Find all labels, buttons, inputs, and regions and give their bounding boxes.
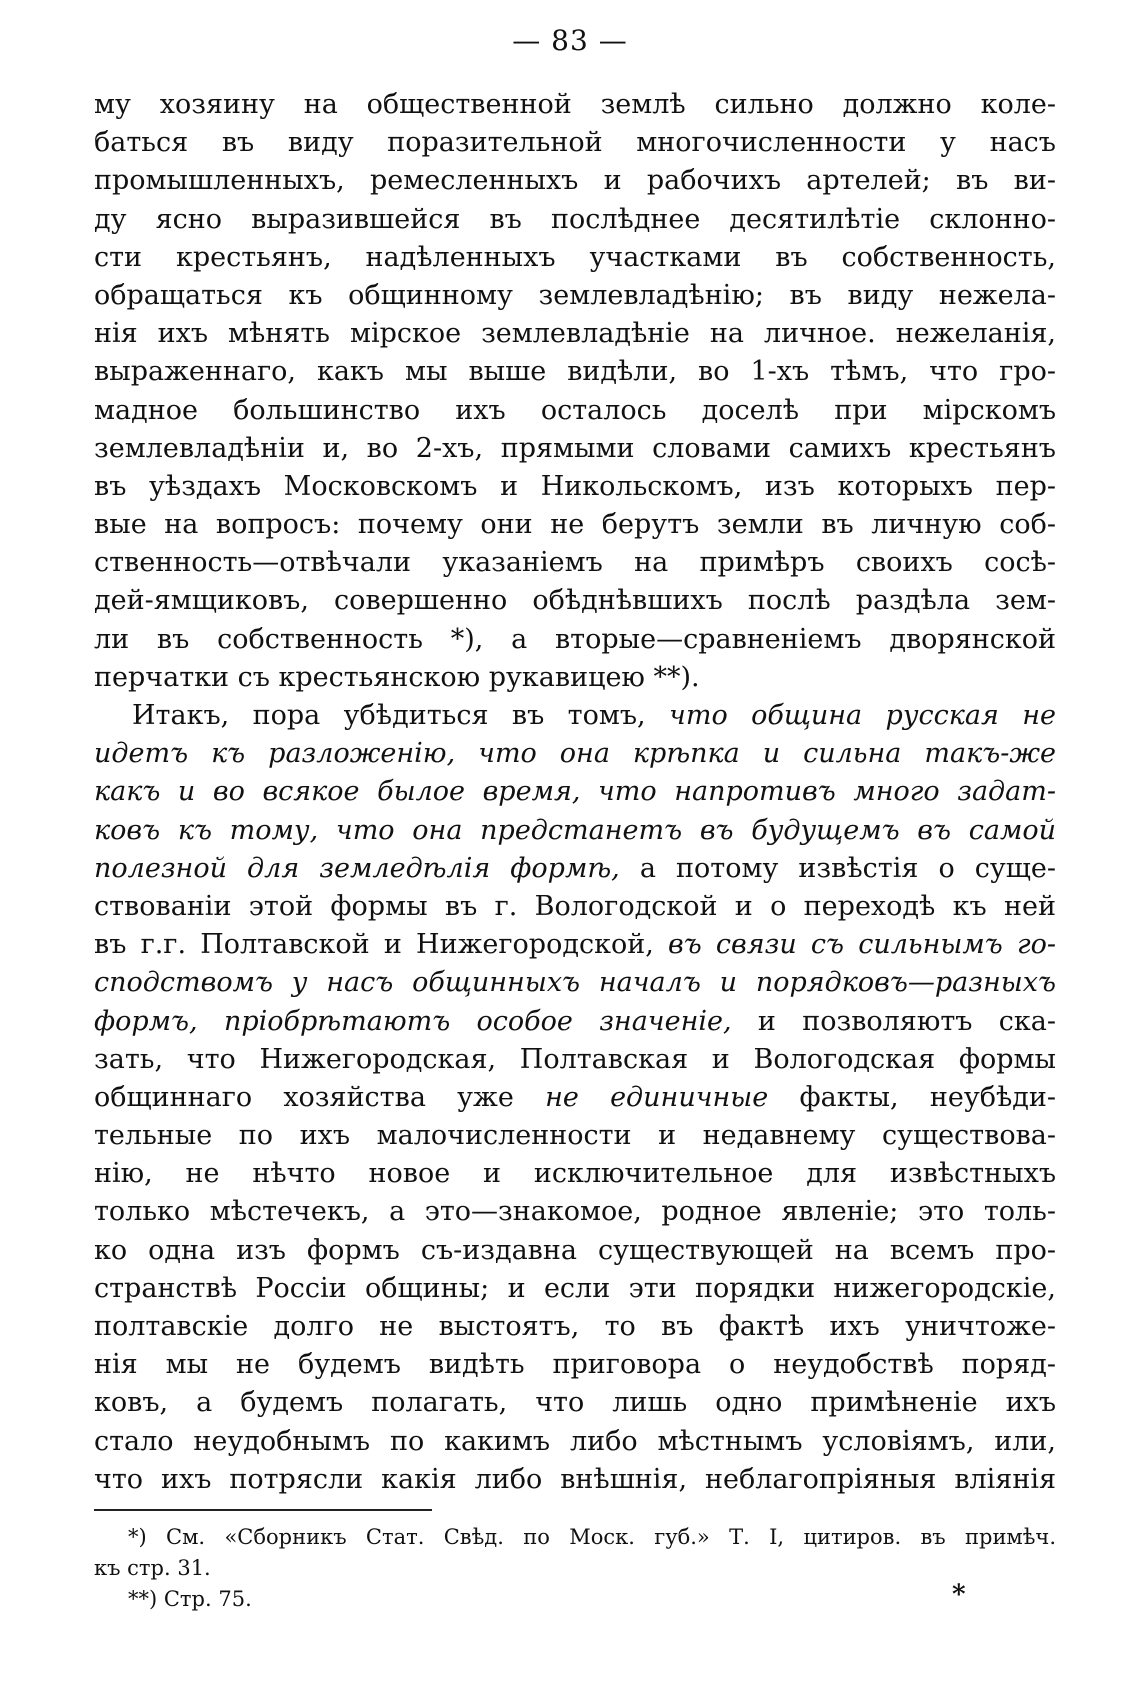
text-line: тельные по ихъ малочисленности и недавнему существова- <box>94 1120 1056 1152</box>
text-segment: а потому извѣстія о суще- <box>619 852 1056 884</box>
signature-asterisk: * <box>952 1580 966 1610</box>
text-line: ствованіи этой формы въ г. Вологодской и о переходѣ къ ней <box>94 890 1056 922</box>
text-line: нію, не нѣчто новое и исключительное для извѣстныхъ <box>94 1158 1056 1190</box>
text-line: му хозяину на общественной землѣ сильно должно коле- <box>94 89 1056 120</box>
text-segment: Итакъ, пора убѣдиться въ томъ, <box>132 700 670 731</box>
footnote-line: *) См. «Сборникъ Стат. Свѣд. по Моск. губ.» Т. I, цитиров. въ примѣч. <box>128 1525 1056 1549</box>
text-line: землевладѣніи и, во 2-хъ, прямыми словами самихъ крестьянъ <box>94 432 1056 464</box>
italic-segment: что община русская не <box>669 700 1056 731</box>
text-segment: въ г.г. Полтавской и Нижегородской, <box>94 929 668 961</box>
italic-segment: формъ, пріобрѣтаютъ особое значеніе, <box>94 1005 732 1037</box>
body-text <box>94 86 1056 1499</box>
page-number: — 83 — <box>512 24 628 57</box>
text-line: ковъ, а будемъ полагать, что лишь одно примѣненіе ихъ <box>94 1387 1056 1419</box>
text-line: перчатки съ крестьянскою рукавицею **). <box>94 661 700 693</box>
footnote-line: къ стр. 31. <box>94 1556 211 1580</box>
text-segment: и позволяютъ ска- <box>731 1005 1057 1037</box>
text-line: промышленныхъ, ремесленныхъ и рабочихъ артелей; въ ви- <box>94 165 1056 197</box>
text-line: ду ясно выразившейся въ послѣднее десятилѣтіе склонно- <box>94 203 1056 235</box>
text-line: вые на вопросъ: почему они не берутъ земли въ личную соб- <box>94 509 1056 541</box>
text-line: нія мы не будемъ видѣть приговора о неудобствѣ поряд- <box>94 1349 1056 1381</box>
text-line: обращаться къ общинному землевладѣнію; въ виду нежела- <box>94 279 1056 311</box>
text-line: баться въ виду поразительной многочисленности у насъ <box>94 127 1056 159</box>
text-line: зать, что Нижегородская, Полтавская и Вологодская формы <box>94 1043 1056 1075</box>
text-line <box>94 697 1056 735</box>
text-line: мадное большинство ихъ осталось доселѣ при мірскомъ <box>94 394 1056 426</box>
text-line: ко одна изъ формъ съ-издавна существующей на всемъ про- <box>94 1234 1056 1266</box>
text-line: сти крестьянъ, надѣленныхъ участками въ собственность, <box>94 241 1056 273</box>
text-line: въ уѣздахъ Московскомъ и Никольскомъ, изъ которыхъ пер- <box>94 470 1056 502</box>
text-line: выраженнаго, какъ мы выше видѣли, во 1-хъ тѣмъ, что гро- <box>94 356 1056 388</box>
text-line: какъ и во всякое былое время, что напротивъ много задат- <box>94 776 1056 808</box>
text-line <box>94 1079 1056 1117</box>
italic-segment: не единичные <box>545 1081 769 1113</box>
text-line <box>94 1003 1056 1041</box>
italic-segment: полезной для земледѣлія формѣ, <box>94 852 620 884</box>
text-line: нія ихъ мѣнять мірское землевладѣніе на личное. нежеланія, <box>94 318 1056 350</box>
text-line <box>94 926 1056 964</box>
text-line: ственность—отвѣчали указаніемъ на примѣръ своихъ сосѣ- <box>94 547 1056 579</box>
text-line: ли въ собственность *), а вторые—сравненіемъ дворянской <box>94 623 1056 655</box>
text-line: дей-ямщиковъ, совершенно обѣднѣвшихъ послѣ раздѣла зем- <box>94 585 1056 617</box>
text-line: стало неудобнымъ по какимъ либо мѣстнымъ условіямъ, или, <box>94 1425 1056 1457</box>
text-segment: факты, неубѣди- <box>768 1081 1056 1113</box>
text-line: ковъ къ тому, что она предстанетъ въ будущемъ въ самой <box>94 814 1056 846</box>
footnote-divider <box>94 1509 432 1511</box>
footnotes <box>94 1522 1056 1615</box>
text-line: странствѣ Россіи общины; и если эти порядки нижегородскіе, <box>94 1272 1056 1304</box>
text-line: идетъ къ разложенію, что она крѣпка и сильна такъ-же <box>94 738 1056 770</box>
footnote-line: **) Стр. 75. <box>128 1587 252 1611</box>
text-segment: общиннаго хозяйства уже <box>94 1081 546 1113</box>
text-line <box>94 850 1056 888</box>
italic-segment: въ связи съ сильнымъ го- <box>667 929 1056 961</box>
text-line: только мѣстечекъ, а это—знакомое, родное явленіе; это толь- <box>94 1196 1056 1228</box>
text-line: полтавскіе долго не выстоятъ, то въ фактѣ ихъ уничтоже- <box>94 1311 1056 1342</box>
text-line: сподствомъ у насъ общинныхъ началъ и порядковъ—разныхъ <box>94 967 1056 999</box>
text-line: что ихъ потрясли какія либо внѣшнія, неблагопріяныя вліянія <box>94 1463 1056 1495</box>
